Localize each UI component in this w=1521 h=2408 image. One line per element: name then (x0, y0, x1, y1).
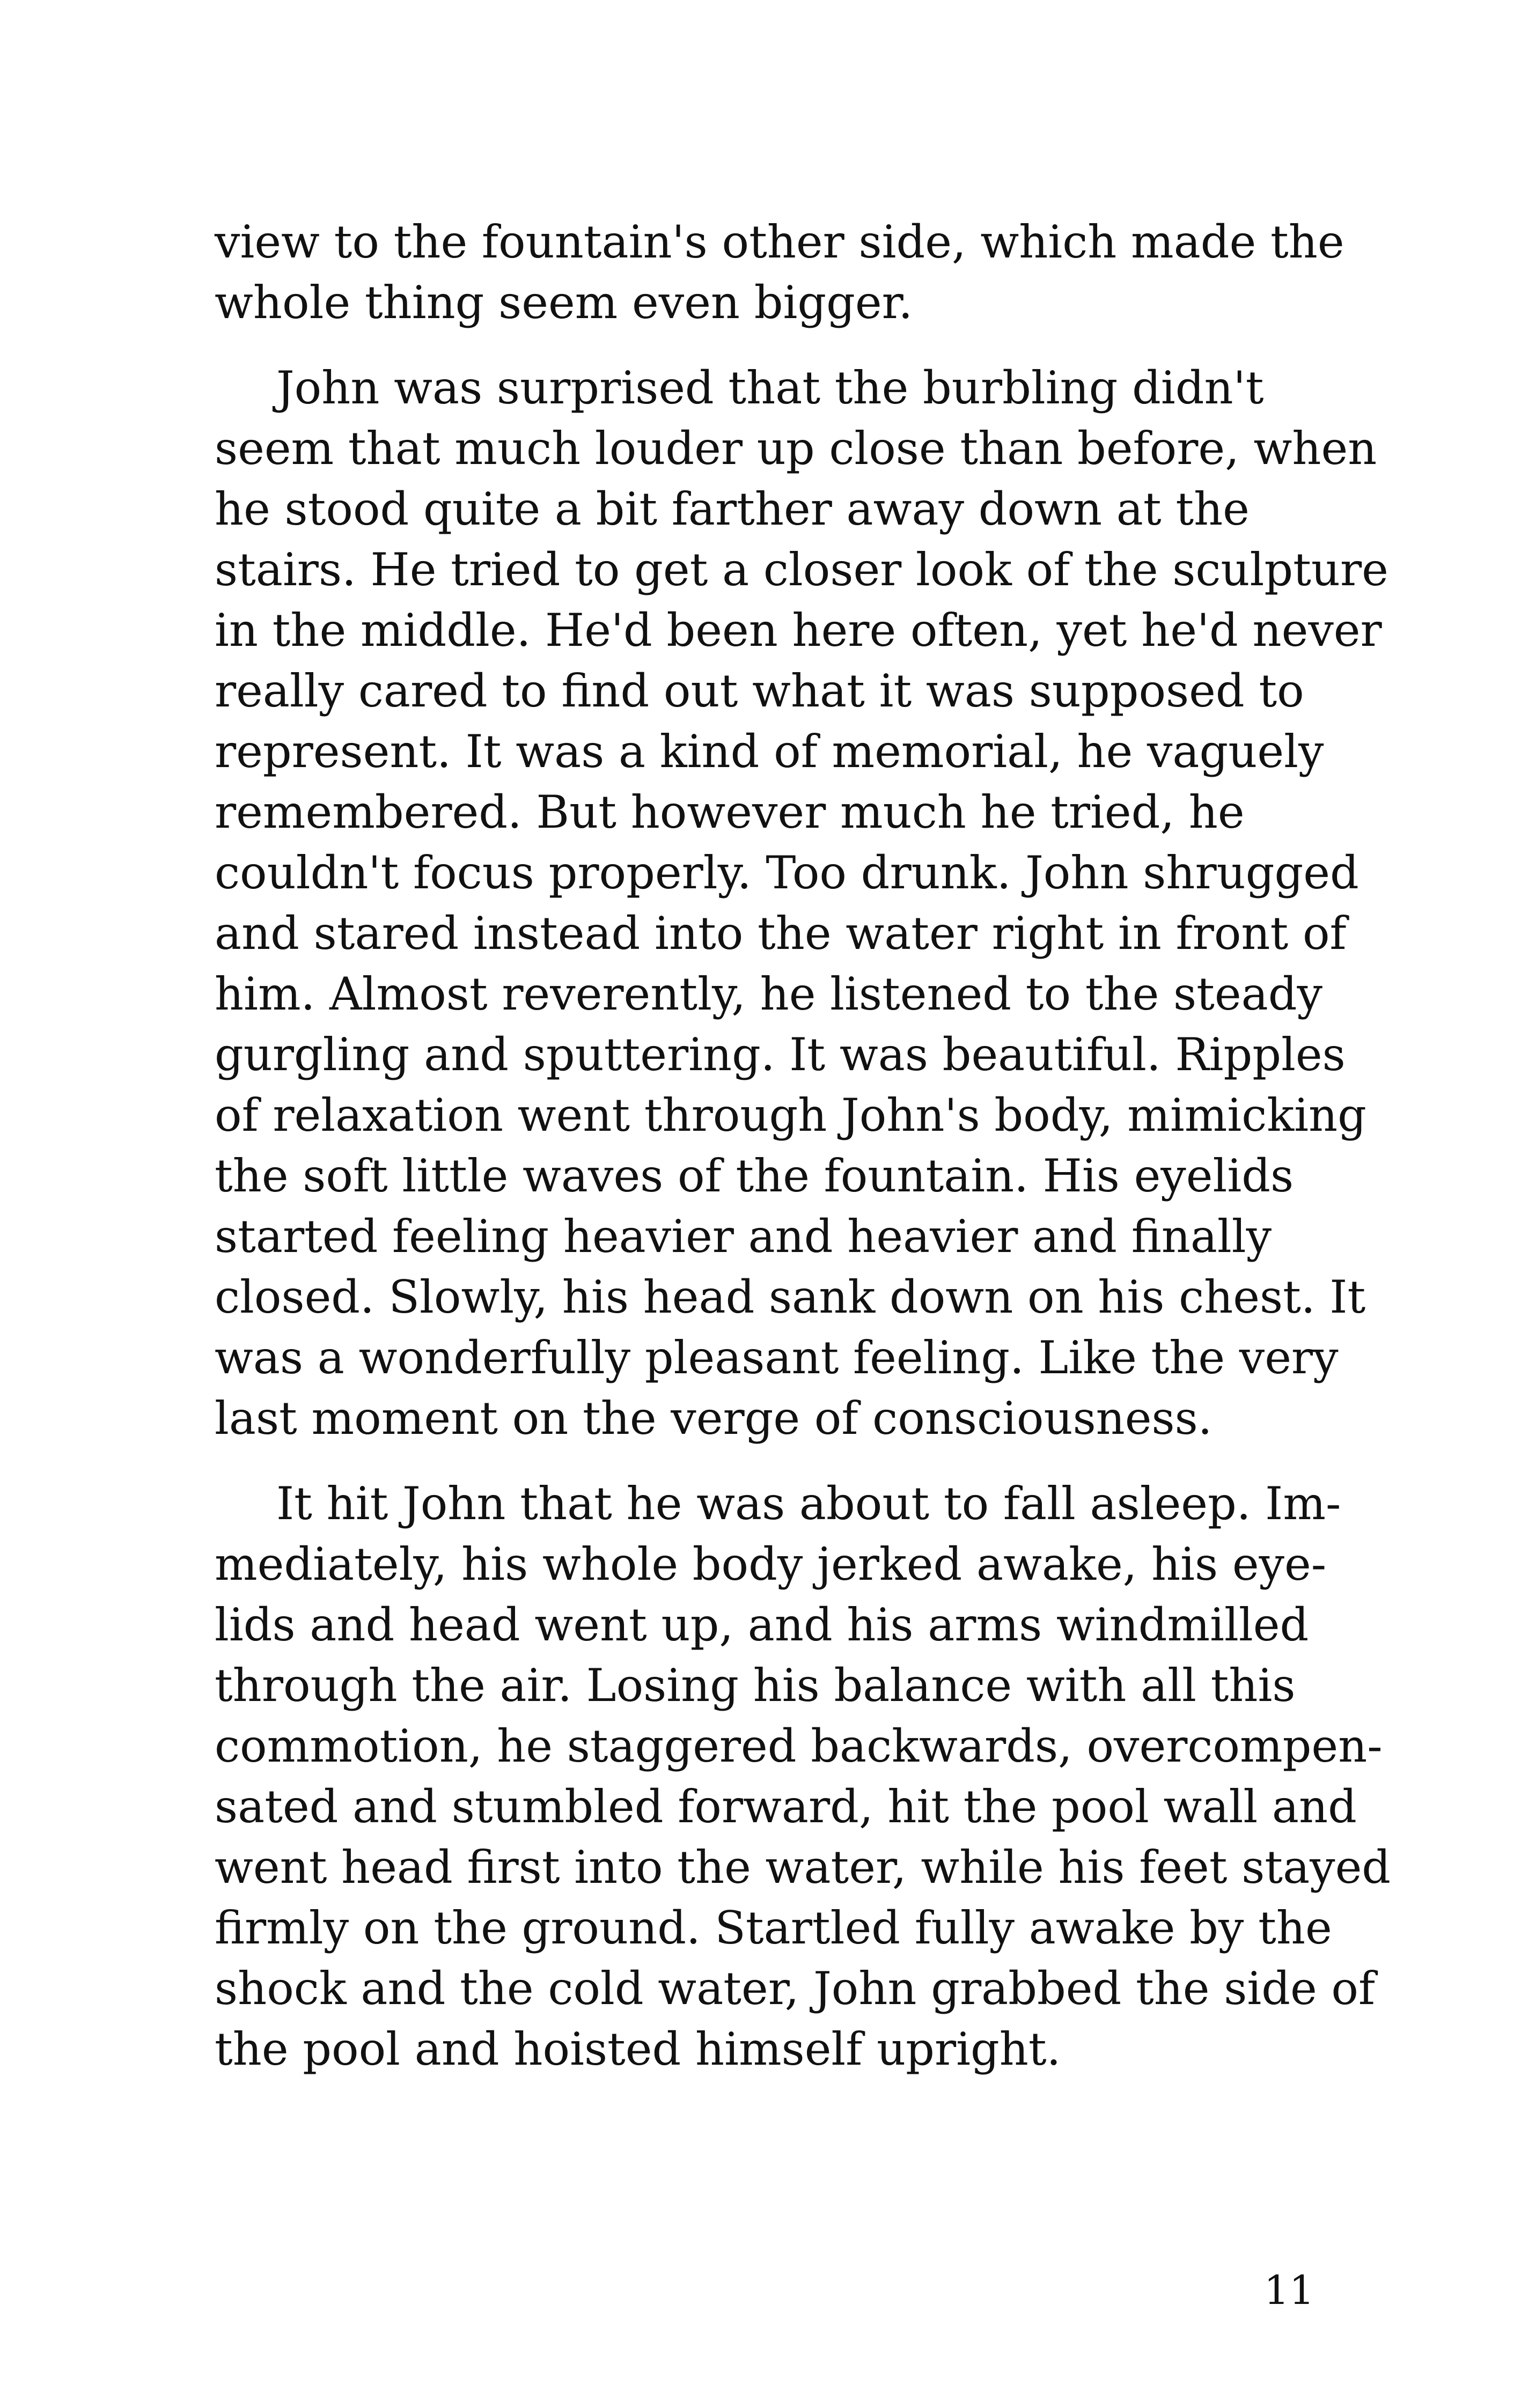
text-line: through the air. Losing his balance with all this (215, 1659, 1296, 1712)
text-line: firmly on the ground. Startled fully awake by the (215, 1902, 1332, 1954)
text-line: shock and the cold water, John grabbed the side of (215, 1962, 1376, 2015)
text-line: closed. Slowly, his head sank down on his chest. It (215, 1271, 1366, 1323)
paragraph-1 (215, 212, 1344, 333)
page-number: 11 (1263, 2267, 1314, 2314)
text-line: he stood quite a bit farther away down at the (215, 483, 1250, 535)
body-text (215, 212, 1391, 2080)
text-line: remembered. But however much he tried, he (215, 786, 1245, 838)
paragraph-3 (215, 1474, 1391, 2080)
text-line: commotion, he staggered backwards, overcompen- (215, 1720, 1383, 1772)
text-line: stairs. He tried to get a closer look of the sculpture (215, 543, 1388, 596)
text-line: the soft little waves of the fountain. His eyelids (215, 1150, 1294, 1202)
text-line: John was surprised that the burbling didn't (276, 362, 1264, 414)
paragraph-2 (215, 358, 1388, 1449)
text-line: the pool and hoisted himself upright. (215, 2023, 1061, 2075)
text-line: last moment on the verge of consciousness. (215, 1392, 1213, 1445)
text-line: started feeling heavier and heavier and finally (215, 1210, 1272, 1263)
text-line: sated and stumbled forward, hit the pool wall and (215, 1780, 1357, 1833)
text-line: whole thing seem even bigger. (215, 276, 913, 329)
text-line: and stared instead into the water right in front of (215, 907, 1347, 960)
text-line: of relaxation went through John's body, mimicking (215, 1089, 1366, 1142)
text-line: seem that much louder up close than before, when (215, 422, 1377, 475)
text-line: lids and head went up, and his arms windmilled (215, 1599, 1309, 1651)
text-line: went head first into the water, while his feet stayed (215, 1841, 1391, 1894)
text-line: couldn't focus properly. Too drunk. John shrugged (215, 846, 1359, 899)
text-line: represent. It was a kind of memorial, he vaguely (215, 725, 1324, 778)
text-line: view to the fountain's other side, which made the (215, 216, 1344, 268)
text-line: him. Almost reverently, he listened to the steady (215, 968, 1322, 1020)
text-line: mediately, his whole body jerked awake, his eye- (215, 1538, 1327, 1590)
text-line: gurgling and sputtering. It was beautiful. Ripples (215, 1028, 1346, 1081)
text-line: was a wonderfully pleasant feeling. Like the very (215, 1331, 1339, 1384)
text-line: in the middle. He'd been here often, yet he'd never (215, 604, 1382, 657)
text-line: really cared to find out what it was supposed to (215, 665, 1304, 717)
text-line: It hit John that he was about to fall asleep. Im- (276, 1477, 1341, 1530)
